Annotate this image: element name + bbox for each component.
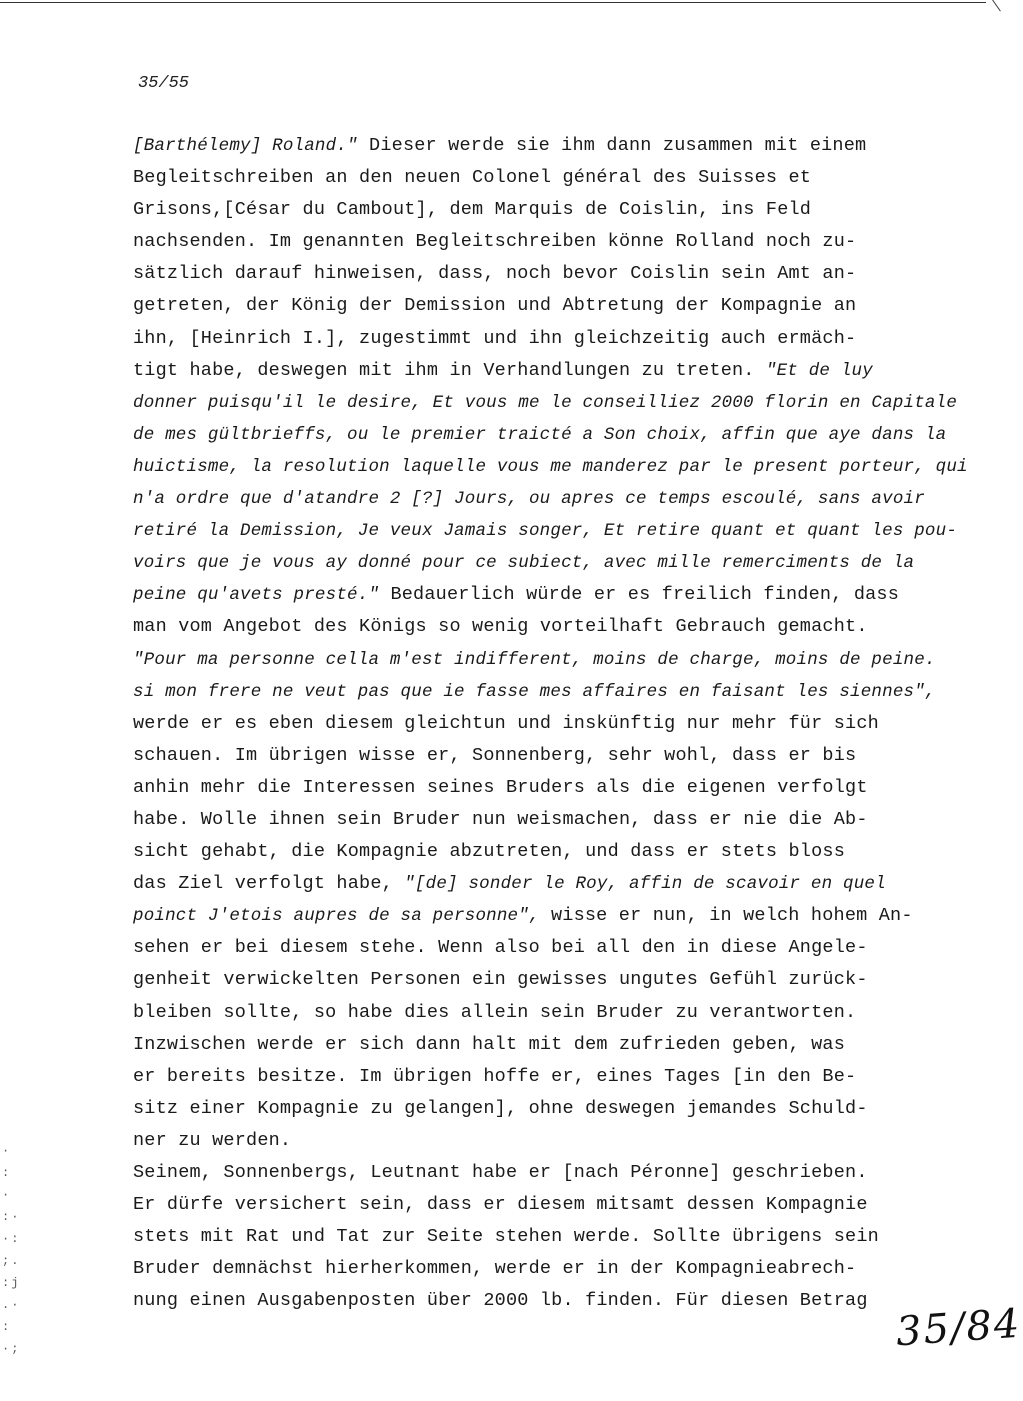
text-line (133, 1191, 953, 1223)
body-text-segment: nung einen Ausgabenposten über 2000 lb. finden. Für diesen Betrag (133, 1290, 868, 1312)
text-line (133, 1127, 953, 1159)
text-line (133, 1095, 953, 1127)
text-line (133, 902, 953, 934)
quoted-french-text: si mon frere ne veut pas que ie fasse mes affaires en faisant les siennes", (133, 681, 936, 702)
quoted-french-text: huictisme, la resolution laquelle vous me manderez par le present porteur, qui (133, 456, 968, 477)
text-line (133, 774, 953, 806)
text-line (133, 421, 953, 453)
text-line (133, 485, 953, 517)
quoted-french-text: "Pour ma personne cella m'est indifferent, moins de charge, moins de peine. (133, 649, 936, 670)
text-line (133, 196, 953, 228)
quoted-french-text: voirs que je vous ay donné pour ce subiect, avec mille remerciments de la (133, 553, 915, 574)
body-text-segment: Inzwischen werde er sich dann halt mit dem zufrieden geben, was (133, 1033, 846, 1055)
body-text-segment: Grisons,[César du Cambout], dem Marquis de Coislin, ins Feld (133, 199, 812, 221)
text-line (133, 1255, 953, 1287)
text-line (133, 613, 953, 645)
text-line (133, 260, 953, 292)
body-text-segment: ihn, [Heinrich I.], zugestimmt und ihn gleichzeitig auch ermäch- (133, 327, 857, 349)
quoted-french-text: peine qu'avets presté." (133, 585, 380, 606)
page-corner-mark (992, 0, 1001, 11)
body-text-segment: nachsenden. Im genannten Begleitschreiben könne Rolland noch zu- (133, 231, 857, 253)
body-text-segment: getreten, der König der Demission und Abtretung der Kompagnie an (133, 295, 857, 317)
text-line (133, 228, 953, 260)
body-text-segment: sitz einer Kompagnie zu gelangen], ohne deswegen jemandes Schuld- (133, 1097, 868, 1119)
text-line (133, 742, 953, 774)
quoted-french-text: [Barthélemy] Roland." (133, 136, 358, 156)
body-text-segment: wisse er nun, in welch hohem An- (539, 905, 913, 927)
text-line (133, 838, 953, 870)
body-text-segment: Seinem, Sonnenbergs, Leutnant habe er [nach Péronne] geschrieben. (133, 1162, 868, 1183)
text-line (133, 453, 968, 485)
text-line (133, 678, 953, 710)
text-line (133, 389, 958, 421)
text-line (133, 325, 953, 357)
text-line (133, 934, 953, 966)
text-line (133, 164, 953, 196)
text-line (133, 1159, 953, 1191)
body-text-segment: Bruder demnächst hierherkommen, werde er in der Kompagnieabrech- (133, 1258, 857, 1280)
body-text-segment: werde er es eben diesem gleichtun und inskünftig nur mehr für sich (133, 712, 879, 734)
body-text-segment: Dieser werde sie ihm dann zusammen mit einem (357, 135, 867, 156)
text-line (133, 999, 953, 1031)
quoted-french-text: "Et de luy (765, 360, 873, 381)
body-text-segment: anhin mehr die Interessen seines Bruders als die eigenen verfolgt (133, 776, 868, 798)
page-top-edge (0, 2, 986, 3)
body-text-segment: man vom Angebot des Königs so wenig vorteilhaft Gebrauch gemacht. (133, 616, 868, 638)
text-line (133, 581, 953, 613)
text-line (133, 549, 953, 581)
text-line (133, 646, 953, 678)
quoted-french-text: donner puisqu'il le desire, Et vous me le conseilliez 2000 florin en Capitale (133, 392, 958, 413)
text-line (133, 132, 953, 164)
quoted-french-text: de mes gültbrieffs, ou le premier traicté a Son choix, affin que aye dans la (133, 424, 947, 445)
quoted-french-text: n'a ordre que d'atandre 2 [?] Jours, ou apres ce temps escoulé, sans avoir (133, 489, 925, 510)
body-text-segment: Bedauerlich würde er es freilich finden, dass (379, 584, 900, 606)
body-text-segment: sätzlich darauf hinweisen, dass, noch bevor Coislin sein Amt an- (133, 263, 857, 285)
body-text-segment: sicht gehabt, die Kompagnie abzutreten, und dass er stets bloss (133, 841, 846, 863)
body-text-segment: er bereits besitze. Im übrigen hoffe er, eines Tages [in den Be- (133, 1065, 857, 1087)
text-line (133, 1063, 953, 1095)
text-line (133, 357, 953, 389)
text-line (133, 870, 953, 902)
text-line (133, 966, 953, 998)
body-text-segment: ner zu werden. (133, 1129, 292, 1151)
left-margin-marks: · : · :· ·: ;. :j .· : ·; (2, 1144, 21, 1356)
body-text-segment: sehen er bei diesem stehe. Wenn also bei all den in diese Angele- (133, 937, 868, 959)
body-text-segment: habe. Wolle ihnen sein Bruder nun weismachen, dass er nie die Ab- (133, 808, 868, 830)
document-body (133, 132, 968, 1319)
text-line (133, 1223, 953, 1255)
text-line (133, 1031, 953, 1063)
quoted-french-text: poinct J'etois aupres de sa personne", (133, 906, 540, 927)
body-text-segment: Begleitschreiben an den neuen Colonel général des Suisses et (133, 167, 812, 189)
page-reference: 35/55 (138, 74, 190, 93)
body-text-segment: Er dürfe versichert sein, dass er diesem mitsamt dessen Kompagnie (133, 1194, 868, 1216)
text-line (133, 806, 953, 838)
quoted-french-text: "[de] sonder le Roy, affin de scavoir en quel (404, 874, 886, 895)
quoted-french-text: retiré la Demission, Je veux Jamais songer, Et retire quant et quant les pou- (133, 521, 958, 542)
handwritten-folio-number: 35/84 (894, 1300, 1023, 1356)
body-text-segment: schauen. Im übrigen wisse er, Sonnenberg, sehr wohl, dass er bis (133, 744, 857, 766)
body-text-segment: genheit verwickelten Personen ein gewisses ungutes Gefühl zurück- (133, 969, 868, 991)
body-text-segment: tigt habe, deswegen mit ihm in Verhandlungen zu treten. (133, 359, 766, 381)
text-line (133, 710, 953, 742)
text-line (133, 1287, 953, 1319)
text-line (133, 517, 958, 549)
body-text-segment: bleiben sollte, so habe dies allein sein Bruder zu verantworten. (133, 1001, 857, 1023)
body-text-segment: stets mit Rat und Tat zur Seite stehen werde. Sollte übrigens sein (133, 1226, 879, 1248)
text-line (133, 292, 953, 324)
body-text-segment: das Ziel verfolgt habe, (133, 873, 405, 895)
